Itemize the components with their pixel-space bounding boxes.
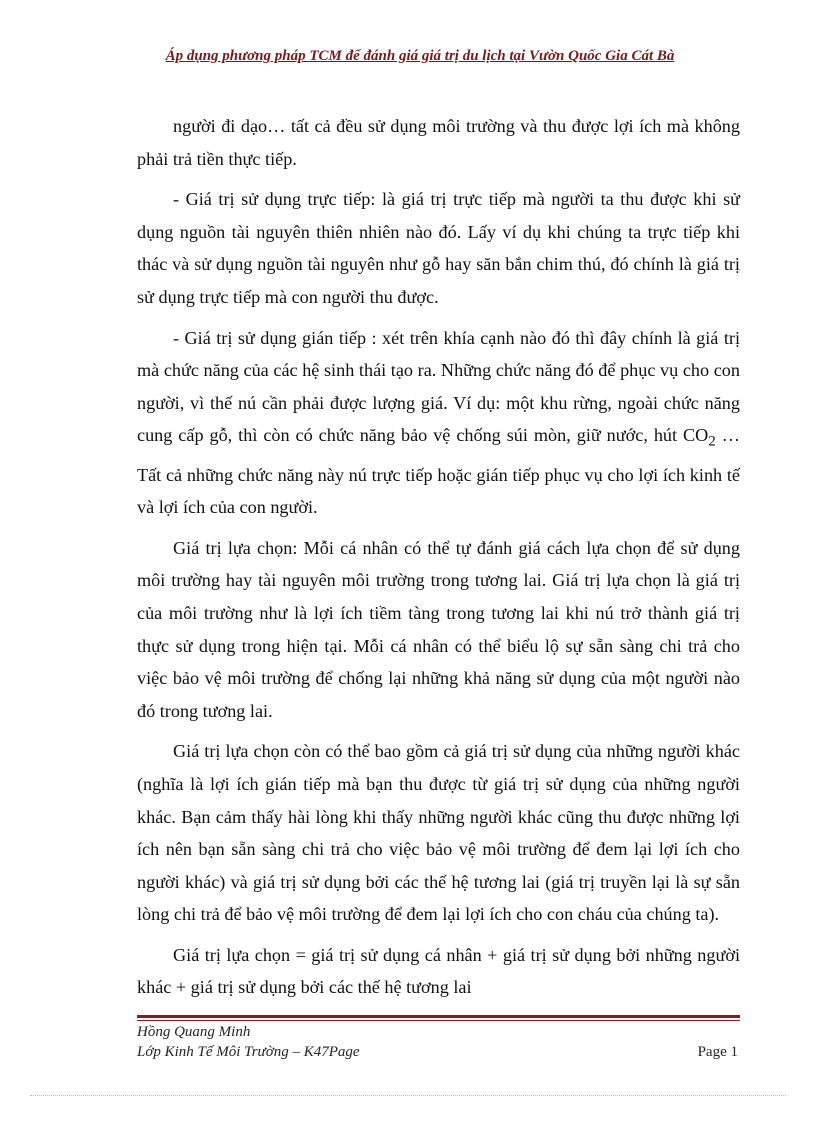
paragraph-option-value-others: Giá trị lựa chọn còn có thể bao gồm cả giá trị sử dụng của những người khác (nghĩa là lợi ích gián tiếp mà bạn thu được từ giá trị sử dụng của những người khác. Bạn cảm thấy hài lòng khi thấy những người khác cũng thu được những lợi ích nên bạn sẵn sàng chi trả cho việc bảo vệ môi trường để đem lại lợi ích cho người khác) và giá trị sử dụng bởi các thế hệ tương lai (giá trị truyền lại là sự sẵn lòng chi trả để bảo vệ môi trường để đem lại lợi ích cho con cháu của chúng ta). <box>137 741 740 925</box>
paragraph-indirect-use-tail: …Tất cả những chức năng này nú trực tiếp hoặc gián tiếp phục vụ cho lợi ích kinh tế và lợi ích của con người. <box>137 425 740 518</box>
footer-class: Lớp Kinh Tế Môi Trường – K47Page <box>137 1044 360 1060</box>
footer-author: Hồng Quang Minh <box>137 1024 251 1040</box>
co2-subscript: 2 <box>708 432 716 450</box>
paragraph-indirect-use <box>137 322 740 524</box>
page-header-title: Áp dụng phương pháp TCM để đánh giá giá trị du lịch tại Vườn Quốc Gia Cát Bà <box>165 48 675 64</box>
document-body <box>137 110 740 1012</box>
paragraph-indirect-use-text: - Giá trị sử dụng gián tiếp : xét trên khía cạnh nào đó thì đây chính là giá trị mà chức năng của các hệ sinh thái tạo ra. Những chức năng đó để phục vụ cho con người, vì thế nú cần phải được lượng giá. Ví dụ: một khu rừng, ngoài chức năng cung cấp gỗ, thì còn có chức năng bảo vệ chống súi mòn, giữ nước, hút CO <box>137 327 740 446</box>
footer-divider-thin <box>137 1020 740 1021</box>
paragraph-option-value: Giá trị lựa chọn: Mỗi cá nhân có thể tự đánh giá cách lựa chọn để sử dụng môi trường hay tài nguyên môi trường trong tương lai. Giá trị lựa chọn là giá trị của môi trường như là lợi ích tiềm tàng trong tương lai khi nú trở thành giá trị thực sử dụng trong hiện tại. Mỗi cá nhân có thể biểu lộ sự sẵn sàng chi trả cho việc bảo vệ môi trường để chống lại những khả năng sử dụng của một người nào đó trong tương lai. <box>137 537 740 721</box>
footer-divider-thick <box>137 1015 740 1018</box>
paragraph-direct-use: - Giá trị sử dụng trực tiếp: là giá trị trực tiếp mà người ta thu được khi sử dụng nguồn tài nguyên thiên nhiên nào đó. Lấy ví dụ khi chúng ta trực tiếp khi thác và sử dụng nguồn tài nguyên như gỗ hay săn bắn chim thú, đó chính là giá trị sử dụng trực tiếp mà con người thu được. <box>137 189 740 307</box>
page-number: Page 1 <box>697 1044 738 1060</box>
paragraph-option-value-formula: Giá trị lựa chọn = giá trị sử dụng cá nhân + giá trị sử dụng bởi những người khác + giá trị sử dụng bởi các thế hệ tương lai <box>137 944 740 998</box>
page-bottom-dotted-line <box>30 1095 786 1096</box>
page-footer <box>137 1022 740 1062</box>
paragraph-1: người đi dạo… tất cả đều sử dụng môi trường và thu được lợi ích mà không phải trả tiền thực tiếp. <box>137 116 740 169</box>
